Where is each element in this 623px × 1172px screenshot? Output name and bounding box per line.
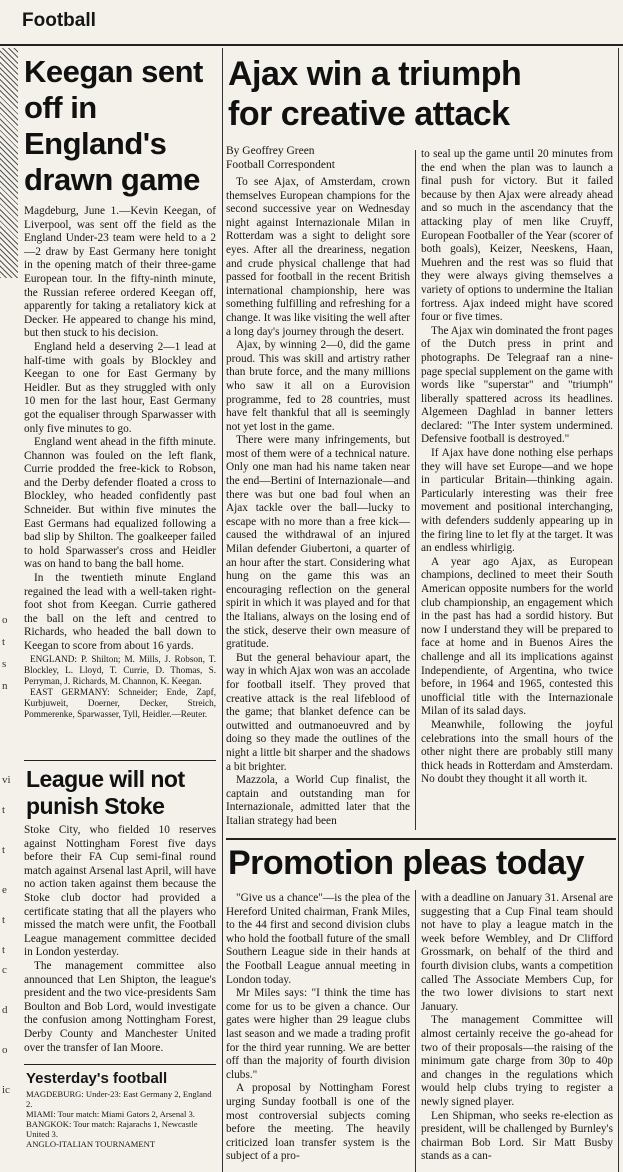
edge-fragment: t (2, 944, 6, 956)
promotion-headline: Promotion pleas today (228, 844, 584, 882)
edge-fragment: o (2, 614, 8, 626)
yesterday-title: Yesterday's football (26, 1070, 168, 1087)
body-paragraph: If Ajax have done nothing else perhaps they will have set Europe—and we hope in particular Britain—thinking again. Particularly interesting was their free movement and positional interchanging, with defenders suddenly appearing up in the firing line to let fly at the target. It was an endless whirligig. (421, 447, 613, 555)
body-paragraph: In the twentieth minute England regained the lead with a well-taken right-foot shot from Keegan. Currie gathered the ball on the left and centred to Richards, who headed the ball down to Keegan to score from about 16 yards. (24, 572, 216, 652)
body-paragraph: The management committee also announced that Len Shipton, the league's president and the two vice-presidents Sam Boulton and Bob Lord, would investigate the confusion among Nottingham Forest, Derby County and Manchester United over the transfer of Ian Moore. (24, 959, 216, 1054)
team-lineup: ENGLAND: P. Shilton; M. Mills, J. Robson, T. Blockley, L. Lloyd, T. Currie, D. Thomas, S. Perryman, J. Richards, M. Channon, K. Keegan. (24, 653, 216, 686)
box-rule (24, 1064, 216, 1065)
story-rule (24, 760, 216, 761)
result-line: BANGKOK: Tour match: Rajarachs 1, Newcastle United 3. (26, 1119, 198, 1139)
result-line: MIAMI: Tour match: Miami Gators 2, Arsenal 3. (26, 1109, 195, 1119)
team-lineup: EAST GERMANY: Schneider; Ende, Zapf, Kurbjuweit, Doerner, Decker, Streich, Pommerenke, Sparwasser, Tyll, Heidler.—Reuter. (24, 686, 216, 719)
header-rule (0, 44, 623, 46)
ajax-col-2 (421, 148, 613, 834)
body-paragraph: Len Shipman, who seeks re-election as president, will be challenged by Burnley's chairman Bob Lord. Sir Matt Busby stands as a can- (421, 1109, 613, 1163)
edge-fragment: t (2, 844, 6, 856)
section-label: Football (22, 10, 96, 31)
body-paragraph: England held a deserving 2—1 lead at half-time with goals by Blockley and Keegan to one for East Germany by Heidler. But as they struggled with only 10 men for the last hour, East Germany got the equaliser through Sparwasser with only five minutes to go. (24, 340, 216, 435)
edge-fragment: t (2, 804, 6, 816)
body-paragraph: But the general behaviour apart, the way in which Ajax won was an accolade for football itself. They proved that creative attack is the real lifeblood of the game; that blanket defence can be outwitted and outmanoeuvred and by doing so they made the outlines of the night a little bit sharper and the shadows a bit brighter. (226, 651, 410, 773)
body-paragraph: The Ajax win dominated the front pages of the Dutch press in print and photographs. De Telegraaf ran a nine-page special supplement on the game with words like "superstar" and "triumph" liberally spattered across its headlines. Algemeen Daghlad in banner letters declared: "The Inter system undermined. Defensive football is destroyed." (421, 324, 613, 446)
edge-fragments (0, 44, 16, 1172)
promotion-col-2 (421, 892, 613, 1172)
body-paragraph: To see Ajax, of Amsterdam, crown themselves European champions for the second successive year on Wednesday night against Internazionale Milan in Rotterdam was a sight to delight sore eyes. After all the dreariness, negation and crude physical challenge that had passed for football in the recent British international championship, here was something fulfilling and refreshing for a change. It was like visiting the well after a long day's journey through the desert. (226, 176, 410, 338)
body-paragraph: A year ago Ajax, as European champions, declined to meet their South American opposite numbers for the world club championship, an engagement which in the past has had a sordid history. But now I understand they will be prepared to face at home and in Buenos Aires the challenge and all its implications against Independiente, of Argentina, who twice before, in 1964 and 1965, contested this unofficial title with the Internazionale Milan of its salad days. (421, 555, 613, 718)
body-paragraph: England went ahead in the fifth minute. Channon was fouled on the left flank, Currie prodded the free-kick to Robson, and the Derby defender floated a cross to Blockley, who headed confidently past Schneider. But within five minutes the East Germans had equalized following a bad slip by Shilton. The goalkeeper failed to hold Sparwasser's cross and Heidler was on hand to bang the ball home. (24, 436, 216, 571)
ajax-headline-line: for creative attack (228, 95, 510, 133)
result-line: MAGDEBURG: Under-23: East Germany 2, England 2. (26, 1089, 212, 1109)
body-paragraph: "Give us a chance"—is the plea of the Hereford United chairman, Frank Miles, to the 44 first and second division clubs who hold the football future of the small Southern League side in their hands at the Football League annual meeting in London today. (226, 892, 410, 986)
edge-fragment: vi (2, 774, 11, 786)
column-divider (415, 150, 416, 830)
column-divider (222, 48, 223, 1172)
body-paragraph: to seal up the game until 20 minutes from the end when the plan was to launch a final push for victory. But it failed because by then Ajax were already ahead and so much in the ascendancy that the attacking play of men like Cruyff, European Footballer of the Year (scorer of both goals), Keizer, Neeskens, Haan, Muehren and the rest was so fluid that they were always giving themselves a variety of options to undermine the Italian fortress. Ajax indeed might have scored four or five times. (421, 148, 613, 324)
edge-fragment: d (2, 1004, 8, 1016)
body-paragraph: Stoke City, who fielded 10 reserves against Nottingham Forest five days before their FA Cup semi-final round match against Arsenal last April, will have no action taken against them because the Stoke club doctor had provided a certificate stating that all the players who missed the match were unfit, the Football League management committee decided in London yesterday. (24, 824, 216, 959)
edge-fragment: c (2, 964, 7, 976)
body-paragraph: Magdeburg, June 1.—Kevin Keegan, of Liverpool, was sent off the field as the England Under-23 team were held to a 2—2 draw by East Germany here tonight in the opening match of their three-game European tour. In the fifty-ninth minute, the Russian referee ordered Keegan off, apparently for taking a retaliatory kick at Decker. He appeared to change his mind, but then stuck to his decision. (24, 205, 216, 340)
section-header (0, 0, 623, 44)
promotion-col-1 (226, 892, 410, 1172)
edge-fragment: t (2, 914, 6, 926)
yesterday-box (26, 1070, 216, 1172)
ajax-headline-line: Ajax win a triumph (228, 55, 522, 93)
edge-fragment: t (2, 636, 6, 648)
body-paragraph: Meanwhile, following the joyful celebrations into the small hours of the other night there are probably still many thick heads in Rotterdam and Amsterdam. No doubt they thought it all worth it. (421, 718, 613, 786)
edge-fragment: n (2, 680, 8, 692)
result-line: ANGLO-ITALIAN TOURNAMENT (26, 1139, 156, 1149)
body-paragraph: with a deadline on January 31. Arsenal are suggesting that a Cup Final team should not have to play a league match in the week before Wembley, and Dr Clifford Grossmark, on behalf of the third and fourth division clubs, wants a competition called The Associate Members Cup, for the two lower divisions to start next January. (421, 892, 613, 1013)
stoke-body (24, 824, 216, 1060)
keegan-headline-line: drawn game (24, 162, 200, 197)
stoke-headline-line: League will not (26, 766, 185, 792)
keegan-headline-line: Keegan sent (24, 54, 203, 89)
story-rule (226, 838, 616, 840)
body-paragraph: Mr Miles says: "I think the time has come for us to be given a chance. Our gates were higher than 29 league clubs last season and we made a trading profit for the third year running. We are better off than the majority of fourth division clubs." (226, 987, 410, 1081)
stoke-headline-line: punish Stoke (26, 793, 165, 819)
edge-fragment: o (2, 1044, 8, 1056)
body-paragraph: The management Committee will almost certainly receive the go-ahead for two of their proposals—the raising of the minimum gate charge from 30p to 40p and changes in the regulations which would help clubs trying to register a newly signed player. (421, 1014, 613, 1108)
yesterday-results (26, 1089, 216, 1149)
edge-fragment: e (2, 884, 7, 896)
keegan-headline-line: England's (24, 126, 167, 161)
byline (226, 144, 410, 172)
byline-role: Football Correspondent (226, 159, 335, 171)
keegan-body (24, 205, 216, 750)
body-paragraph: A proposal by Nottingham Forest urging Sunday football is one of the most controversial subjects coming before the meeting. The heavily criticized loan transfer system is the subject of a pro- (226, 1082, 410, 1163)
edge-fragment: ic (2, 1084, 10, 1096)
edge-fragment: s (2, 658, 7, 670)
keegan-headline-line: off in (24, 90, 97, 125)
column-divider (618, 48, 619, 1172)
body-paragraph: Mazzola, a World Cup finalist, the captain and outstanding man for Internazionale, admitted later that the Italian strategy had been (226, 774, 410, 827)
team-lineups (24, 654, 216, 720)
ajax-col-1 (226, 144, 410, 834)
body-paragraph: Ajax, by winning 2—0, did the game proud. This was skill and artistry rather than brute force, and the many millions who saw it all on a Eurovision programme, fed to 28 countries, must have felt thankful that all is seemingly not yet lost in the game. (226, 339, 410, 433)
body-paragraph: There were many infringements, but most of them were of a technical nature. Only one man had his name taken near the end—Bertini of Internazionale—and there was but one bad foul when an Ajax tackle over the ball—lucky to escape with no more than a free kick—caused the withdrawal of an injured Milan defender Giubertoni, a quarter of an hour after the start. Considering what hung on the game this was an encouraging reflection on the general spirit in which it was played and for that the Italians, always on the losing end of the stick, deserve their own measure of gratitude. (226, 434, 410, 651)
byline-author: By Geoffrey Green (226, 145, 315, 157)
column-divider (415, 890, 416, 1172)
